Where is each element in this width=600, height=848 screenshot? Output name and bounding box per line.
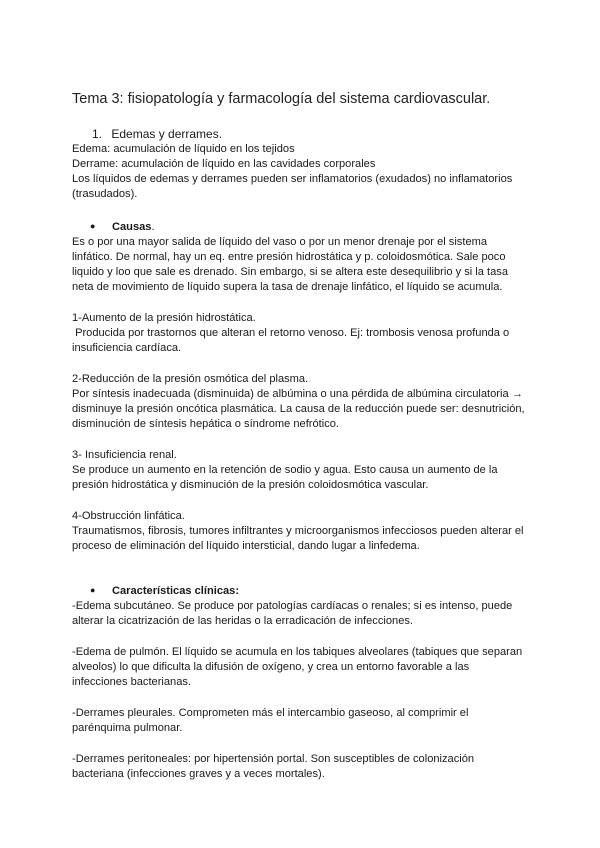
paragraph-line: linfático. De normal, hay un eq. entre presión hidrostática y p. coloidosmótica. Sale poco — [72, 251, 506, 263]
paragraph-line: -Edema de pulmón. El líquido se acumula en los tabiques alveolares (tabiques que separan — [72, 646, 523, 658]
paragraph-line: presión hidrostática y disminución de la presión coloidosmótica vascular. — [72, 479, 429, 491]
cause-heading-4: 4-Obstrucción linfática. — [72, 510, 185, 522]
cause-heading-3: 3- Insuficiencia renal. — [72, 449, 177, 461]
document-title: Tema 3: fisiopatología y farmacología del sistema cardiovascular. — [72, 91, 491, 107]
paragraph-line: -Derrames pleurales. Comprometen más el intercambio gaseoso, al comprimir el — [72, 707, 469, 719]
paragraph-line: neta de movimiento de líquido supera la tasa de drenaje linfático, el líquido se acumula. — [72, 281, 503, 293]
section-heading-text: Edemas y derrames. — [111, 127, 223, 141]
paragraph-line: proceso de eliminación del líquido intersticial, dando lugar a linfedema. — [72, 540, 420, 552]
paragraph-line: Producida por trastornos que alteran el retorno venoso. Ej: trombosis venosa profunda o — [72, 327, 510, 339]
cause-heading-2: 2-Reducción de la presión osmótica del plasma. — [72, 373, 309, 385]
paragraph-line: alveolos) lo que dificulta la difusión de oxígeno, y crea un entorno favorable a las — [72, 661, 470, 673]
paragraph-line: parénquima pulmonar. — [72, 722, 183, 734]
bullet-icon: ● — [90, 221, 96, 231]
section-heading-edemas — [72, 127, 527, 142]
document-page — [72, 90, 527, 782]
paragraph-line: alterar la cicatrización de las heridas o la erradicación de infecciones. — [72, 615, 414, 627]
definition-edema: Edema: acumulación de líquido en los tejidos — [72, 143, 295, 155]
paragraph-line: Los líquidos de edemas y derrames pueden ser inflamatorios (exudados) no inflamatorios — [72, 173, 513, 185]
definition-derrame: Derrame: acumulación de líquido en las cavidades corporales — [72, 158, 376, 170]
cause-heading-1: 1-Aumento de la presión hidrostática. — [72, 312, 256, 324]
paragraph-line: insuficiencia cardíaca. — [72, 342, 182, 354]
bullet-icon: ● — [90, 585, 96, 595]
paragraph-line: Se produce un aumento en la retención de sodio y agua. Esto causa un aumento de la — [72, 464, 498, 476]
paragraph-line: -Edema subcutáneo. Se produce por patologías cardíacas o renales; si es intenso, puede — [72, 600, 513, 612]
paragraph-line: bacteriana (infecciones graves y a veces mortales). — [72, 768, 325, 780]
paragraph-line: disminuye la presión oncótica plasmática. La causa de la reducción puede ser: desnutrición, — [72, 403, 525, 415]
paragraph-line: (trasudados). — [72, 188, 138, 200]
paragraph-line: Por síntesis inadecuada (disminuida) de albúmina o una pérdida de albúmina circulatoria → — [72, 388, 523, 400]
bullet-heading-clinicas — [72, 583, 527, 599]
bullet-heading-causas — [72, 219, 527, 235]
paragraph-line: liquido y loo que sale es drenado. Sin embargo, si se altera este desequilibrio y si la tasa — [72, 266, 508, 278]
heading-suffix: . — [151, 221, 155, 233]
paragraph-line: disminución de síntesis hepática o síndrome nefrótico. — [72, 418, 340, 430]
heading-text: Causas — [112, 221, 152, 233]
section-number: 1. — [92, 127, 103, 141]
heading-text: Características clínicas: — [112, 585, 240, 597]
paragraph-line: -Derrames peritoneales: por hipertensión portal. Son susceptibles de colonización — [72, 753, 475, 765]
paragraph-line: infecciones bacterianas. — [72, 676, 192, 688]
paragraph-line: Traumatismos, fibrosis, tumores infiltrantes y microorganismos infecciosos pueden alterar el — [72, 525, 524, 537]
paragraph-line: Es o por una mayor salida de líquido del vaso o por un menor drenaje por el sistema — [72, 236, 488, 248]
